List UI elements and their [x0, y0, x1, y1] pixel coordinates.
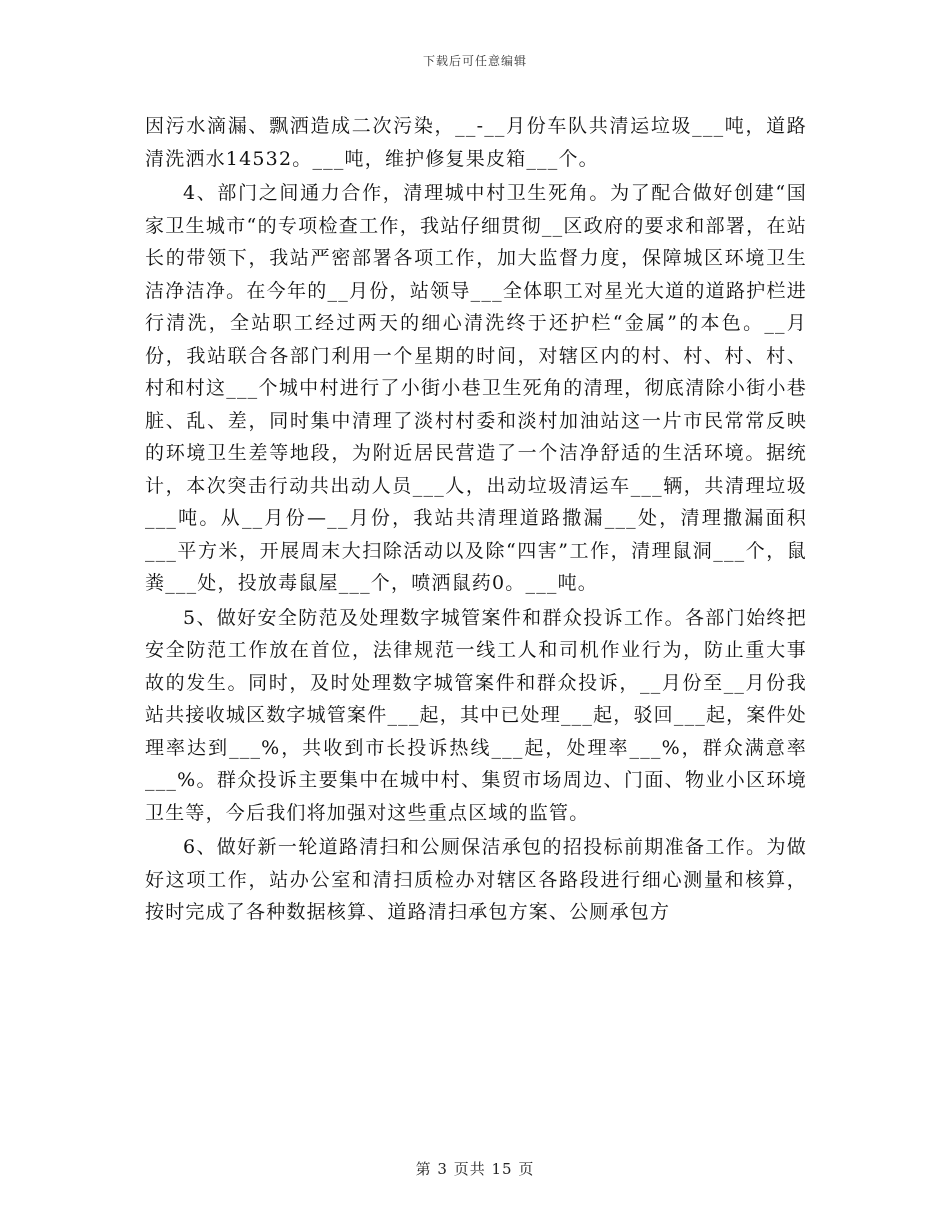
- document-body: [145, 110, 807, 931]
- paragraph-item-5: 5、做好安全防范及处理数字城管案件和群众投诉工作。各部门始终把安全防范工作放在首位，法律规范一线工人和司机作业行为，防止重大事故的发生。同时，及时处理数字城管案件和群众投诉，__月份至__月份我站共接收城区数字城管案件___起，其中已处理___起，驳回___起，案件处理率达到___%，共收到市长投诉热线___起，处理率___%，群众满意率___%。群众投诉主要集中在城中村、集贸市场周边、门面、物业小区环境卫生等，今后我们将加强对这些重点区域的监管。: [145, 606, 807, 824]
- page-header: 下载后可任意编辑: [422, 54, 527, 68]
- paragraph-item-4: 4、部门之间通力合作，清理城中村卫生死角。为了配合做好创建“国家卫生城市“的专项检查工作，我站仔细贯彻__区政府的要求和部署，在站长的带领下，我站严密部署各项工作，加大监督力度，保障城区环境卫生洁净洁净。在今年的__月份，站领导___全体职工对星光大道的道路护栏进行清洗，全站职工经过两天的细心清洗终于还护栏“金属”的本色。__月份，我站联合各部门利用一个星期的时间，对辖区内的村、村、村、村、村和村这___个城中村进行了小街小巷卫生死角的清理，彻底清除小街小巷脏、乱、差，同时集中清理了淡村村委和淡村加油站这一片市民常常反映的环境卫生差等地段，为附近居民营造了一个洁净舒适的生活环境。据统计，本次突击行动共出动人员___人，出动垃圾清运车___辆，共清理垃圾___吨。从__月份—__月份，我站共清理道路撒漏___处，清理撒漏面积___平方米，开展周末大扫除活动以及除“四害”工作，清理鼠洞___个，鼠粪___处，投放毒鼠屋___个，喷洒鼠药0。___吨。: [145, 182, 807, 594]
- paragraph-item-6: 6、做好新一轮道路清扫和公厕保洁承包的招投标前期准备工作。为做好这项工作，站办公室和清扫质检办对辖区各路段进行细心测量和核算，按时完成了各种数据核算、道路清扫承包方案、公厕承包方: [145, 836, 807, 923]
- page-footer: 第 3 页共 15 页: [415, 1160, 535, 1178]
- paragraph-continued: 因污水滴漏、飘洒造成二次污染，__-__月份车队共清运垃圾___吨，道路清洗洒水14532。___吨，维护修复果皮箱___个。: [145, 115, 807, 170]
